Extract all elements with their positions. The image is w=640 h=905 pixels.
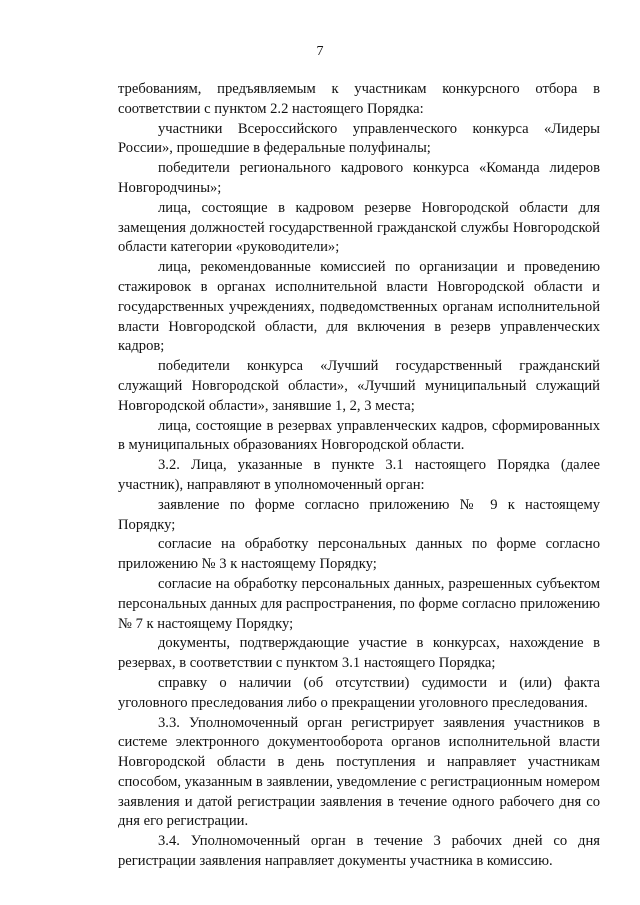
- paragraph-list-item: согласие на обработку персональных данных по форме согласно приложению № 3 к настоящему Порядку;: [118, 536, 600, 573]
- paragraph-section-3-3: 3.3. Уполномоченный орган регистрирует заявления участников в системе электронного документооборота органов исполнительной власти Новгородской области в день поступления и направляет участникам способом, указанным в заявлении, уведомление с регистрационным номером заявления и датой регистрации заявления в течение одного рабочего дня со дня его регистрации.: [118, 714, 600, 830]
- paragraph-list-item: документы, подтверждающие участие в конкурсах, нахождение в резервах, в соответствии с пунктом 3.1 настоящего Порядка;: [118, 635, 600, 672]
- paragraph-list-item: победители регионального кадрового конкурса «Команда лидеров Новгородчины»;: [118, 160, 600, 196]
- paragraph-list-item: лица, состоящие в резервах управленческих кадров, сформированных в муниципальных образованиях Новгородской области.: [118, 417, 600, 454]
- paragraph-section-3-4: 3.4. Уполномоченный орган в течение 3 рабочих дней со дня регистрации заявления направляет документы участника в комиссию.: [118, 833, 600, 870]
- paragraph-section-3-2: 3.2. Лица, указанные в пункте 3.1 настоящего Порядка (далее участник), направляют в уполномоченный орган:: [118, 457, 600, 493]
- paragraph-list-item: победители конкурса «Лучший государственный гражданский служащий Новгородской области», «Лучший муниципальный служащий Новгородской области», занявшие 1, 2, 3 места;: [118, 358, 600, 414]
- document-body: [118, 80, 600, 872]
- paragraph-list-item: справку о наличии (об отсутствии) судимости и (или) факта уголовного преследования либо о прекращении уголовного преследования.: [118, 674, 600, 711]
- paragraph-list-item: заявление по форме согласно приложению № 9 к настоящему Порядку;: [118, 496, 600, 533]
- paragraph-list-item: участники Всероссийского управленческого конкурса «Лидеры России», прошедшие в федеральные полуфиналы;: [118, 120, 600, 157]
- page-number: 7: [316, 44, 324, 59]
- paragraph-list-item: лица, состоящие в кадровом резерве Новгородской области для замещения должностей государственной гражданской службы Новгородской области категории «руководители»;: [118, 199, 600, 256]
- paragraph-list-item: согласие на обработку персональных данных, разрешенных субъектом персональных данных для распространения, по форме согласно приложению № 7 к настоящему Порядку;: [118, 575, 600, 632]
- paragraph-intro: требованиям, предъявляемым к участникам конкурсного отбора в соответствии с пунктом 2.2 настоящего Порядка:: [118, 81, 600, 117]
- paragraph-list-item: лица, рекомендованные комиссией по организации и проведению стажировок в органах исполнительной власти Новгородской области и государственных учреждениях, подведомственных органам исполнительной власти Новгородской области, для включения в резерв управленческих кадров;: [118, 259, 600, 355]
